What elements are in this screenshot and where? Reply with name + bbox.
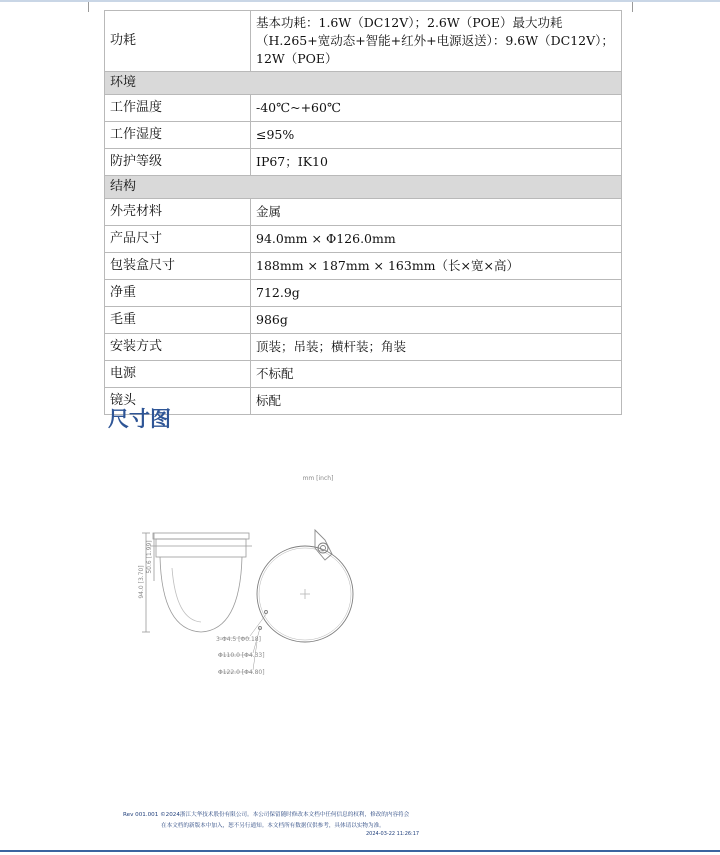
spec-label: 外壳材料: [105, 199, 251, 226]
spec-value: 不标配: [251, 361, 622, 388]
table-section-row: [105, 176, 622, 199]
table-row: [105, 149, 622, 176]
table-row: [105, 307, 622, 334]
spec-value: 986g: [251, 307, 622, 334]
spec-value: ≤95%: [251, 122, 622, 149]
dimensions-title: 尺寸图: [108, 406, 171, 431]
spec-label: 产品尺寸: [105, 226, 251, 253]
dim-circle-inner: Φ110.0 [Φ4.33]: [218, 652, 265, 659]
crop-mark: [632, 2, 633, 12]
spec-label: 功耗: [105, 11, 251, 72]
spec-label: 安装方式: [105, 334, 251, 361]
table-row: [105, 253, 622, 280]
spec-table: [104, 10, 622, 415]
table-row: [105, 280, 622, 307]
spec-label: 电源: [105, 361, 251, 388]
crop-mark: [88, 2, 89, 12]
page-bottom-border: [0, 850, 720, 852]
spec-value: 94.0mm × Φ126.0mm: [251, 226, 622, 253]
spec-label: 毛重: [105, 307, 251, 334]
dim-holes: 3-Φ4.5 [Φ0.18]: [216, 636, 261, 643]
spec-value: 712.9g: [251, 280, 622, 307]
spec-value: 基本功耗：1.6W（DC12V）；2.6W（POE）最大功耗（H.265+宽动态+智能+红外+电源返送）：9.6W（DC12V）；12W（POE）: [251, 11, 622, 72]
table-row: [105, 11, 622, 72]
spec-label: 防护等级: [105, 149, 251, 176]
dim-height-total: 94.0 [3.70]: [138, 565, 145, 599]
section-label: 结构: [105, 176, 622, 199]
spec-value: 188mm × 187mm × 163mm（长×宽×高）: [251, 253, 622, 280]
spec-label: 包装盒尺寸: [105, 253, 251, 280]
spec-value: 标配: [251, 388, 622, 415]
spec-label: 镜头: [105, 388, 251, 415]
spec-value: -40℃~+60℃: [251, 95, 622, 122]
footer-line-1: Rev 001.001 ©2024浙江大华技术股份有限公司。本公司保留随时修改本文档中任何信息的权利，修改的内容将会: [123, 812, 410, 818]
page-top-border: [0, 0, 720, 2]
spec-value: IP67；IK10: [251, 149, 622, 176]
table-row: [105, 95, 622, 122]
dimension-drawing: [110, 470, 410, 685]
spec-label: 净重: [105, 280, 251, 307]
spec-value: 金属: [251, 199, 622, 226]
table-section-row: [105, 72, 622, 95]
footer-timestamp: 2024-03-22 11:26:17: [366, 831, 420, 837]
top-view: [257, 530, 353, 642]
table-row: [105, 226, 622, 253]
spec-label: 工作温度: [105, 95, 251, 122]
table-row: [105, 334, 622, 361]
table-row: [105, 122, 622, 149]
dim-circle-outer: Φ122.0 [Φ4.80]: [218, 669, 265, 676]
side-view: [142, 533, 252, 632]
spec-value: 顶装；吊装；横杆装；角装: [251, 334, 622, 361]
units-label: mm [inch]: [302, 475, 334, 482]
section-label: 环境: [105, 72, 622, 95]
table-row: [105, 199, 622, 226]
footer-line-2: 在本文档的新版本中加入，恕不另行通知。本文档所有数据仅供参考，具体请以实物为准。: [161, 823, 385, 829]
spec-label: 工作湿度: [105, 122, 251, 149]
table-row: [105, 388, 622, 415]
table-row: [105, 361, 622, 388]
dim-height-body: 50.6 [1.99]: [146, 540, 153, 574]
